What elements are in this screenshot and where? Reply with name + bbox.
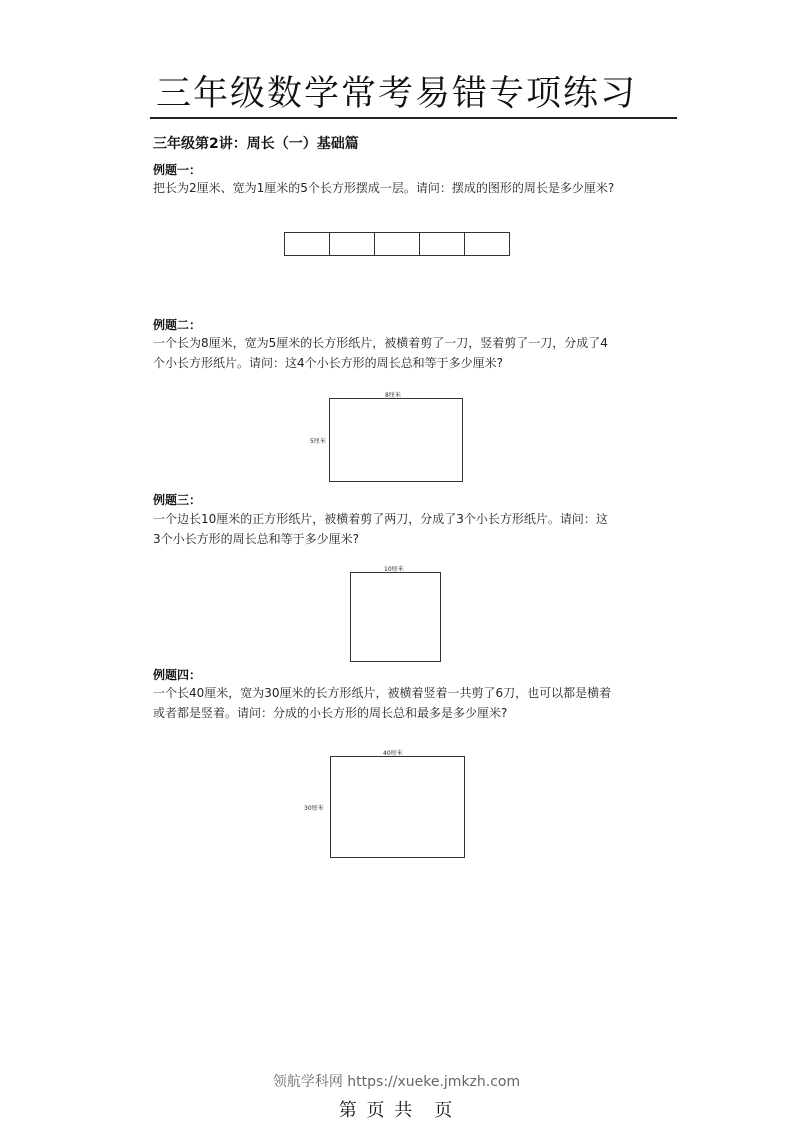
example-1-text [153,178,677,198]
example-4-width-label: 30厘米 [304,805,324,812]
example-2-line-1: 一个长为8厘米，宽为5厘米的长方形纸片，被横着剪了一刀，竖着剪了一刀，分成了4 [153,336,608,350]
footer-page-number: 第 页 共 页 [338,1100,455,1121]
example-3-line-1: 一个边长10厘米的正方形纸片，被横着剪了两刀，分成了3个小长方形纸片。请问：这 [153,512,608,526]
example-2-width-label: 5厘米 [310,438,326,445]
page-title: 三年级数学常考易错专项练习 [155,74,637,114]
small-rectangle [419,232,465,256]
example-2-label: 例题二： [153,318,202,332]
example-4-length-label: 40厘米 [383,750,403,757]
example-4-text [153,683,677,723]
small-rectangle [284,232,330,256]
example-4-label: 例题四： [153,668,202,682]
small-rectangle [329,232,375,256]
example-4-line-1: 一个长40厘米，宽为30厘米的长方形纸片，被横着竖着一共剪了6刀，也可以都是横着 [153,686,612,700]
example-1-line-1: 把长为2厘米、宽为1厘米的5个长方形摆成一层。请问：摆成的图形的周长是多少厘米? [153,181,615,195]
example-2-text [153,333,677,373]
example-3-label: 例题三： [153,493,202,507]
title-divider [150,117,677,119]
example-2-rectangle [329,398,463,482]
example-3-square [350,572,441,662]
example-3-line-2: 3个小长方形的周长总和等于多少厘米? [153,532,360,546]
example-4-line-2: 或者都是竖着。请问：分成的小长方形的周长总和最多是多少厘米? [153,706,508,720]
example-3-text [153,509,677,549]
example-2-line-2: 个小长方形纸片。请问：这4个小长方形的周长总和等于多少厘米? [153,356,504,370]
example-1-label: 例题一： [153,163,202,177]
example-4-rectangle [330,756,465,858]
lesson-title: 三年级第2讲：周长（一）基础篇 [153,136,359,152]
example-1-figure [285,232,510,256]
footer-source: 领航学科网 https://xueke.jmkzh.com [272,1074,521,1090]
example-2-length-label: 8厘米 [385,392,401,399]
small-rectangle [464,232,510,256]
small-rectangle [374,232,420,256]
example-3-side-label: 10厘米 [384,566,404,573]
